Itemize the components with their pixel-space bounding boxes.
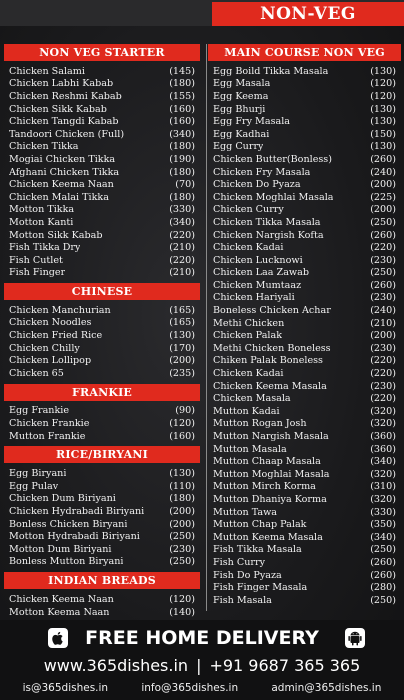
menu-item bbox=[207, 216, 402, 229]
menu-item bbox=[3, 216, 201, 229]
item-price: (340) bbox=[370, 531, 396, 543]
item-name: Egg Masala bbox=[213, 78, 271, 90]
item-name: Chicken Kadai bbox=[213, 368, 284, 380]
menu-item bbox=[3, 141, 201, 154]
item-price: (330) bbox=[169, 204, 195, 216]
item-name: Egg Pulav bbox=[9, 480, 59, 492]
item-price: (180) bbox=[169, 191, 195, 203]
contact-line bbox=[0, 654, 404, 676]
menu-section bbox=[3, 44, 201, 279]
menu-item bbox=[207, 317, 402, 330]
menu-item bbox=[3, 204, 201, 217]
android-icon[interactable] bbox=[345, 628, 365, 648]
menu-item bbox=[3, 606, 201, 619]
menu-item bbox=[3, 329, 201, 342]
item-price: (250) bbox=[370, 594, 396, 606]
menu-item bbox=[3, 103, 201, 116]
item-price: (280) bbox=[370, 582, 396, 594]
item-price: (200) bbox=[169, 506, 195, 518]
item-name: Chicken Labhi Kabab bbox=[9, 78, 114, 90]
item-name: Motton Kanti bbox=[9, 216, 74, 228]
item-name: Chicken Masala bbox=[213, 393, 291, 405]
item-price: (340) bbox=[169, 128, 195, 140]
item-price: (165) bbox=[169, 317, 195, 329]
item-price: (250) bbox=[370, 216, 396, 228]
item-price: (340) bbox=[370, 456, 396, 468]
item-price: (155) bbox=[169, 90, 195, 102]
email-link[interactable]: info@365dishes.in bbox=[141, 682, 239, 694]
item-name: Mogiai Chicken Tikka bbox=[9, 153, 116, 165]
contact-separator: | bbox=[196, 655, 202, 675]
section-title: RICE/BIRYANI bbox=[4, 446, 200, 463]
item-name: Bonless Mutton Biryani bbox=[9, 556, 124, 568]
item-price: (200) bbox=[169, 518, 195, 530]
item-price: (165) bbox=[169, 304, 195, 316]
item-price: (260) bbox=[370, 569, 396, 581]
menu-item bbox=[207, 241, 402, 254]
menu-item bbox=[207, 78, 402, 91]
item-name: Chicken Hariyali bbox=[213, 292, 295, 304]
right-menu-column bbox=[206, 44, 402, 611]
item-name: Egg Fry Masala bbox=[213, 116, 291, 128]
item-price: (210) bbox=[370, 317, 396, 329]
item-price: (320) bbox=[370, 468, 396, 480]
item-name: Motton Tikka bbox=[9, 204, 75, 216]
item-name: Mutton Chap Palak bbox=[213, 519, 307, 531]
item-price: (180) bbox=[169, 78, 195, 90]
item-price: (250) bbox=[169, 556, 195, 568]
item-name: Chicken Chilly bbox=[9, 342, 80, 354]
item-name: Motton Keema Naan bbox=[9, 606, 110, 618]
section-title: FRANKIE bbox=[4, 384, 200, 401]
menu-item bbox=[207, 468, 402, 481]
item-price: (250) bbox=[169, 531, 195, 543]
item-name: Fish Masala bbox=[213, 594, 272, 606]
item-name: Chicken Lollipop bbox=[9, 355, 92, 367]
menu-item bbox=[207, 380, 402, 393]
menu-item bbox=[3, 153, 201, 166]
item-price: (340) bbox=[169, 216, 195, 228]
menu-item bbox=[3, 241, 201, 254]
item-price: (230) bbox=[370, 342, 396, 354]
menu-item bbox=[207, 90, 402, 103]
item-name: Methi Chicken Boneless bbox=[213, 342, 331, 354]
menu-item bbox=[3, 430, 201, 443]
menu-section bbox=[3, 572, 201, 618]
item-price: (210) bbox=[169, 267, 195, 279]
menu-item bbox=[207, 329, 402, 342]
item-price: (225) bbox=[370, 191, 396, 203]
item-price: (180) bbox=[169, 141, 195, 153]
menu-item bbox=[207, 594, 402, 607]
item-name: Chicken Lucknowi bbox=[213, 254, 303, 266]
item-price: (130) bbox=[169, 468, 195, 480]
menu-item bbox=[3, 367, 201, 380]
menu-item bbox=[207, 279, 402, 292]
item-name: Mutton Nargish Masala bbox=[213, 431, 329, 443]
item-price: (130) bbox=[370, 65, 396, 77]
category-banner: NON-VEG bbox=[212, 2, 404, 26]
menu-item bbox=[207, 418, 402, 431]
item-price: (220) bbox=[370, 368, 396, 380]
item-name: Egg Keema bbox=[213, 90, 269, 102]
menu-item bbox=[207, 304, 402, 317]
item-name: Chicken Laa Zawab bbox=[213, 267, 309, 279]
item-name: Chicken Keema Masala bbox=[213, 380, 327, 392]
phone-number[interactable]: +91 9687 365 365 bbox=[209, 655, 361, 675]
menu-item bbox=[3, 115, 201, 128]
item-price: (240) bbox=[370, 166, 396, 178]
item-price: (260) bbox=[370, 229, 396, 241]
menu-item bbox=[207, 481, 402, 494]
item-name: Methi Chicken bbox=[213, 317, 285, 329]
menu-item bbox=[3, 417, 201, 430]
item-price: (310) bbox=[370, 481, 396, 493]
menu-item bbox=[3, 467, 201, 480]
item-price: (120) bbox=[370, 90, 396, 102]
item-name: Chicken Malai Tikka bbox=[9, 191, 109, 203]
menu-section bbox=[3, 446, 201, 568]
item-name: Chicken Noodles bbox=[9, 317, 92, 329]
item-price: (150) bbox=[370, 128, 396, 140]
menu-item bbox=[3, 593, 201, 606]
menu-item bbox=[3, 543, 201, 556]
item-name: Chicken Keema Naan bbox=[9, 593, 114, 605]
item-price: (200) bbox=[370, 179, 396, 191]
item-name: Chicken Frankie bbox=[9, 418, 90, 430]
item-name: Mutton Masala bbox=[213, 443, 287, 455]
item-name: Tandoori Chicken (Full) bbox=[9, 128, 125, 140]
item-price: (260) bbox=[370, 153, 396, 165]
section-title: CHINESE bbox=[4, 283, 200, 300]
item-name: Motton Sikk Kabab bbox=[9, 229, 103, 241]
menu-item bbox=[207, 178, 402, 191]
menu-item bbox=[3, 229, 201, 242]
item-price: (70) bbox=[175, 179, 195, 191]
item-price: (230) bbox=[370, 380, 396, 392]
item-price: (240) bbox=[370, 305, 396, 317]
item-name: Egg Curry bbox=[213, 141, 264, 153]
menu-item bbox=[207, 65, 402, 78]
menu-item bbox=[207, 569, 402, 582]
item-name: Chicken Hydrabadi Biriyani bbox=[9, 506, 145, 518]
item-name: Chicken Sikk Kabab bbox=[9, 103, 107, 115]
item-name: Mutton Tawa bbox=[213, 506, 278, 518]
menu-item bbox=[3, 128, 201, 141]
menu-item bbox=[207, 392, 402, 405]
item-name: Fish Finger bbox=[9, 267, 66, 279]
menu-item bbox=[3, 254, 201, 267]
item-name: Fish Curry bbox=[213, 556, 265, 568]
item-price: (360) bbox=[370, 431, 396, 443]
menu-item bbox=[207, 267, 402, 280]
section-title: MAIN COURSE NON VEG bbox=[208, 44, 401, 61]
item-price: (120) bbox=[169, 593, 195, 605]
item-price: (145) bbox=[169, 65, 195, 77]
item-price: (220) bbox=[370, 355, 396, 367]
item-price: (170) bbox=[169, 342, 195, 354]
item-price: (140) bbox=[169, 606, 195, 618]
item-name: Fish Tikka Dry bbox=[9, 242, 81, 254]
menu-item bbox=[207, 292, 402, 305]
menu-item bbox=[3, 530, 201, 543]
item-price: (250) bbox=[370, 267, 396, 279]
menu-item bbox=[3, 304, 201, 317]
item-price: (220) bbox=[169, 254, 195, 266]
menu-item bbox=[207, 115, 402, 128]
menu-item bbox=[207, 355, 402, 368]
menu-item bbox=[207, 166, 402, 179]
menu-item bbox=[207, 191, 402, 204]
menu-item bbox=[3, 342, 201, 355]
item-name: Chicken Tikka Masala bbox=[213, 216, 321, 228]
item-name: Chicken Fried Rice bbox=[9, 330, 103, 342]
item-price: (160) bbox=[169, 116, 195, 128]
email-list bbox=[0, 680, 404, 696]
menu-section bbox=[3, 384, 201, 443]
item-name: Chicken Nargish Kofta bbox=[213, 229, 324, 241]
item-price: (120) bbox=[169, 418, 195, 430]
item-name: Chicken Reshmi Kabab bbox=[9, 90, 122, 102]
menu-item bbox=[3, 493, 201, 506]
item-price: (180) bbox=[169, 166, 195, 178]
menu-item bbox=[207, 430, 402, 443]
item-name: Chicken Keema Naan bbox=[9, 179, 114, 191]
item-price: (160) bbox=[169, 103, 195, 115]
item-price: (230) bbox=[370, 292, 396, 304]
item-name: Motton Dum Biriyani bbox=[9, 543, 112, 555]
item-name: Mutton Rogan Josh bbox=[213, 418, 307, 430]
item-name: Bonless Chicken Biryani bbox=[9, 518, 128, 530]
free-delivery-text: FREE HOME DELIVERY bbox=[85, 627, 319, 649]
item-name: Chicken Tangdi Kabab bbox=[9, 116, 119, 128]
menu-item bbox=[3, 505, 201, 518]
menu-item bbox=[207, 581, 402, 594]
item-name: Mutton Moghlai Masala bbox=[213, 468, 330, 480]
item-name: Chicken Palak bbox=[213, 330, 283, 342]
item-price: (200) bbox=[370, 204, 396, 216]
menu-item bbox=[207, 141, 402, 154]
menu-item bbox=[207, 405, 402, 418]
menu-item bbox=[207, 506, 402, 519]
menu-item bbox=[3, 518, 201, 531]
item-price: (260) bbox=[370, 556, 396, 568]
menu-item bbox=[3, 191, 201, 204]
email-link[interactable]: admin@365dishes.in bbox=[271, 682, 382, 694]
menu-item bbox=[3, 267, 201, 280]
item-name: Chicken Salami bbox=[9, 65, 85, 77]
item-price: (110) bbox=[169, 480, 195, 492]
item-price: (320) bbox=[370, 493, 396, 505]
item-price: (230) bbox=[370, 254, 396, 266]
item-price: (220) bbox=[370, 242, 396, 254]
item-price: (235) bbox=[169, 367, 195, 379]
item-price: (320) bbox=[370, 405, 396, 417]
website-link[interactable]: www.365dishes.in bbox=[43, 655, 189, 675]
menu-item bbox=[207, 556, 402, 569]
menu-item bbox=[3, 354, 201, 367]
item-price: (220) bbox=[370, 393, 396, 405]
item-name: Egg Bhurji bbox=[213, 103, 266, 115]
item-price: (250) bbox=[370, 544, 396, 556]
item-name: Afghani Chicken Tikka bbox=[9, 166, 120, 178]
item-name: Mutton Keema Masala bbox=[213, 531, 323, 543]
menu-item bbox=[207, 153, 402, 166]
menu-item bbox=[207, 204, 402, 217]
item-price: (130) bbox=[169, 330, 195, 342]
item-name: Mutton Dhaniya Korma bbox=[213, 493, 327, 505]
item-price: (130) bbox=[370, 141, 396, 153]
item-price: (220) bbox=[169, 229, 195, 241]
item-price: (260) bbox=[370, 279, 396, 291]
menu-item bbox=[3, 78, 201, 91]
menu-item bbox=[207, 229, 402, 242]
section-title: INDIAN BREADS bbox=[4, 572, 200, 589]
item-name: Chicken Fry Masala bbox=[213, 166, 311, 178]
item-price: (210) bbox=[169, 242, 195, 254]
item-price: (320) bbox=[370, 418, 396, 430]
item-name: Egg Biryani bbox=[9, 468, 67, 480]
item-name: Fish Do Pyaza bbox=[213, 569, 282, 581]
item-price: (200) bbox=[169, 355, 195, 367]
item-name: Mutton Mirch Korma bbox=[213, 481, 316, 493]
item-price: (230) bbox=[169, 543, 195, 555]
menu-item bbox=[3, 90, 201, 103]
item-name: Chicken Curry bbox=[213, 204, 284, 216]
item-name: Chicken Butter(Bonless) bbox=[213, 153, 332, 165]
item-name: Fish Tikka Masala bbox=[213, 544, 302, 556]
menu-item bbox=[207, 103, 402, 116]
menu-item bbox=[3, 556, 201, 569]
item-price: (190) bbox=[169, 153, 195, 165]
item-name: Boneless Chicken Achar bbox=[213, 305, 331, 317]
menu-section bbox=[207, 44, 402, 607]
menu-item bbox=[207, 443, 402, 456]
item-price: (360) bbox=[370, 443, 396, 455]
menu-item bbox=[207, 342, 402, 355]
item-price: (130) bbox=[370, 116, 396, 128]
item-name: Mutton Chaap Masala bbox=[213, 456, 321, 468]
item-price: (350) bbox=[370, 519, 396, 531]
menu-item bbox=[3, 178, 201, 191]
menu-section bbox=[3, 283, 201, 380]
menu-item bbox=[207, 493, 402, 506]
item-name: Fish Cutlet bbox=[9, 254, 63, 266]
item-name: Chicken Manchurian bbox=[9, 304, 111, 316]
menu-item bbox=[3, 405, 201, 418]
item-name: Egg Frankie bbox=[9, 405, 70, 417]
menu-item bbox=[207, 544, 402, 557]
menu-item bbox=[207, 518, 402, 531]
menu-item bbox=[207, 254, 402, 267]
item-name: Chicken Mumtaaz bbox=[213, 279, 302, 291]
item-price: (180) bbox=[169, 493, 195, 505]
item-price: (200) bbox=[370, 330, 396, 342]
item-name: Fish Finger Masala bbox=[213, 582, 308, 594]
item-name: Egg Kadhai bbox=[213, 128, 270, 140]
item-name: Chicken Do Pyaza bbox=[213, 179, 301, 191]
item-name: Mutton Kadai bbox=[213, 405, 280, 417]
item-price: (90) bbox=[175, 405, 195, 417]
section-title: NON VEG STARTER bbox=[4, 44, 200, 61]
email-link[interactable]: is@365dishes.in bbox=[22, 682, 109, 694]
item-name: Egg Boild Tikka Masala bbox=[213, 65, 329, 77]
menu-item bbox=[3, 317, 201, 330]
item-name: Chicken Dum Biriyani bbox=[9, 493, 116, 505]
menu-item bbox=[207, 531, 402, 544]
menu-item bbox=[3, 166, 201, 179]
item-name: Chicken 65 bbox=[9, 367, 64, 379]
item-name: Chiken Palak Boneless bbox=[213, 355, 323, 367]
item-name: Chicken Moghlai Masala bbox=[213, 191, 334, 203]
menu-item bbox=[207, 455, 402, 468]
menu-item bbox=[3, 480, 201, 493]
menu-item bbox=[3, 65, 201, 78]
menu-item bbox=[207, 128, 402, 141]
item-price: (330) bbox=[370, 506, 396, 518]
item-name: Chicken Kadai bbox=[213, 242, 284, 254]
item-name: Motton Hydrabadi Biriyani bbox=[9, 531, 140, 543]
left-menu-column bbox=[3, 44, 201, 622]
menu-item bbox=[207, 367, 402, 380]
item-price: (160) bbox=[169, 430, 195, 442]
item-price: (130) bbox=[370, 103, 396, 115]
item-name: Mutton Frankie bbox=[9, 430, 86, 442]
item-name: Chicken Tikka bbox=[9, 141, 79, 153]
item-price: (120) bbox=[370, 78, 396, 90]
